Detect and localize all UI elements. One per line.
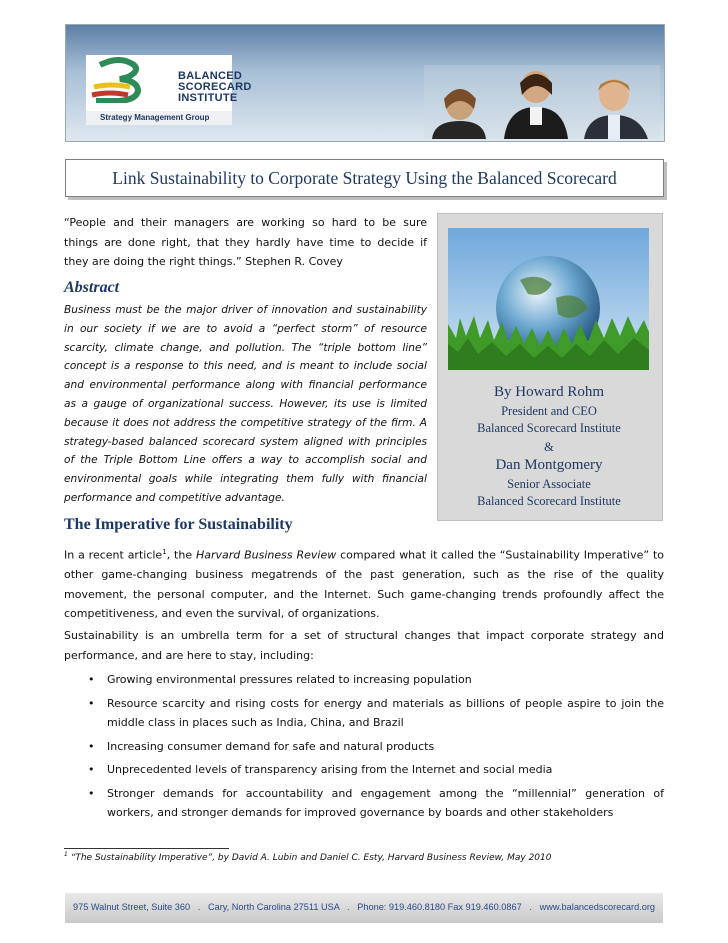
bullet-text: Growing environmental pressures related to increasing population [107,673,472,686]
bullet-text: Unprecedented levels of transparency arising from the Internet and social media [107,763,553,776]
imperative-paragraph-1 [64,543,664,624]
title-box [65,159,664,197]
footer-contact: 975 Walnut Street, Suite 360 . Cary, North Carolina 27511 USA . Phone: 919.460.8180 Fax 919.460.0867 . www.balancedscorecard.org [72,902,656,912]
author1-byline: By Howard Rohm [494,384,604,400]
author-ampersand: & [544,440,554,454]
bullet-text: Resource scarcity and rising costs for energy and materials as billions of people aspire to join the middle class in places such as India, China, and Brazil [107,696,664,729]
author2-name: Dan Montgomery [495,457,603,473]
abstract-text: Business must be the major driver of innovation and sustainability in our society if we are to avoid a “perfect storm” of resource scarcity, climate change, and pollution. The “triple bottom line” concept is a response to this need, and is meant to include social and environmental performance along with financial performance as a gauge of organizational success. However, its use is limited because it does not address the competitive strategy of the firm. A strategy-based balanced scorecard system aligned with principles of the Triple Bottom Line offers a way to accomplish social and environmental goals while integrating them fully with financial performance and competitive advantage. [64,304,427,504]
bsi-logo-icon [90,57,150,103]
author2-title: Senior Associate [507,477,591,491]
footnote-ref: 1 [162,548,167,556]
globe-in-grass-photo [448,228,649,370]
bullet-icon: • [88,786,95,800]
list-item [64,694,664,733]
sustainability-bullet-list [64,670,664,827]
opening-quote: “People and their managers are working so hard to be sure things are done right, that they hardly have time to decide if they are doing the right things.” Stephen R. Covey [64,216,427,268]
bullet-icon: • [88,763,95,776]
bullet-icon: • [88,696,95,710]
p1-connector: , the [166,548,196,562]
brand-line-3: INSTITUTE [178,92,238,104]
imperative-heading: The Imperative for Sustainability [64,516,293,533]
bullet-icon: • [88,739,95,753]
tagline: Strategy Management Group [100,113,210,122]
bullet-text: Increasing consumer demand for safe and natural products [107,739,435,753]
list-item [64,670,664,690]
bullet-text: Stronger demands for accountability and engagement among the “millennial” generation of workers, and stronger demands for improved governance by boards and other stakeholders [107,786,664,819]
author1-org: Balanced Scorecard Institute [477,421,621,435]
page-footer [65,893,663,923]
list-item [64,784,664,823]
abstract-heading: Abstract [64,279,120,296]
document-title: Link Sustainability to Corporate Strategy Using the Balanced Scorecard [112,168,617,188]
brand-line-2: SCORECARD [178,81,252,93]
p1-rest: compared what it called the “Sustainability Imperative” to other game-changing business megatrends of the past generation, such as the rise of the quality movement, the personal computer, and the Internet. Such game-changing trends profoundly affect the competitiveness, and even the survival, of organizations. [64,548,664,621]
footnote-text: “The Sustainability Imperative”, by David A. Lubin and Daniel C. Esty, Harvard Business Review, May 2010 [67,853,552,863]
footnote-rule [64,848,229,849]
list-item [64,760,664,780]
brand-line-1: BALANCED [178,70,243,82]
journal-name: Harvard Business Review [195,548,337,562]
brand-name [178,71,252,104]
author1-title: President and CEO [501,404,597,418]
header-banner [65,24,665,142]
footnote [64,851,551,863]
p1-start: In a recent article [64,548,163,562]
imperative-paragraph-2: Sustainability is an umbrella term for a set of structural changes that impact corporate strategy and performance, and are here to stay, including: [64,629,664,662]
business-people-photo [424,65,660,139]
bullet-icon: • [88,673,95,686]
list-item [64,737,664,757]
author2-org: Balanced Scorecard Institute [477,494,621,508]
footnote-marker: 1 [64,851,68,858]
